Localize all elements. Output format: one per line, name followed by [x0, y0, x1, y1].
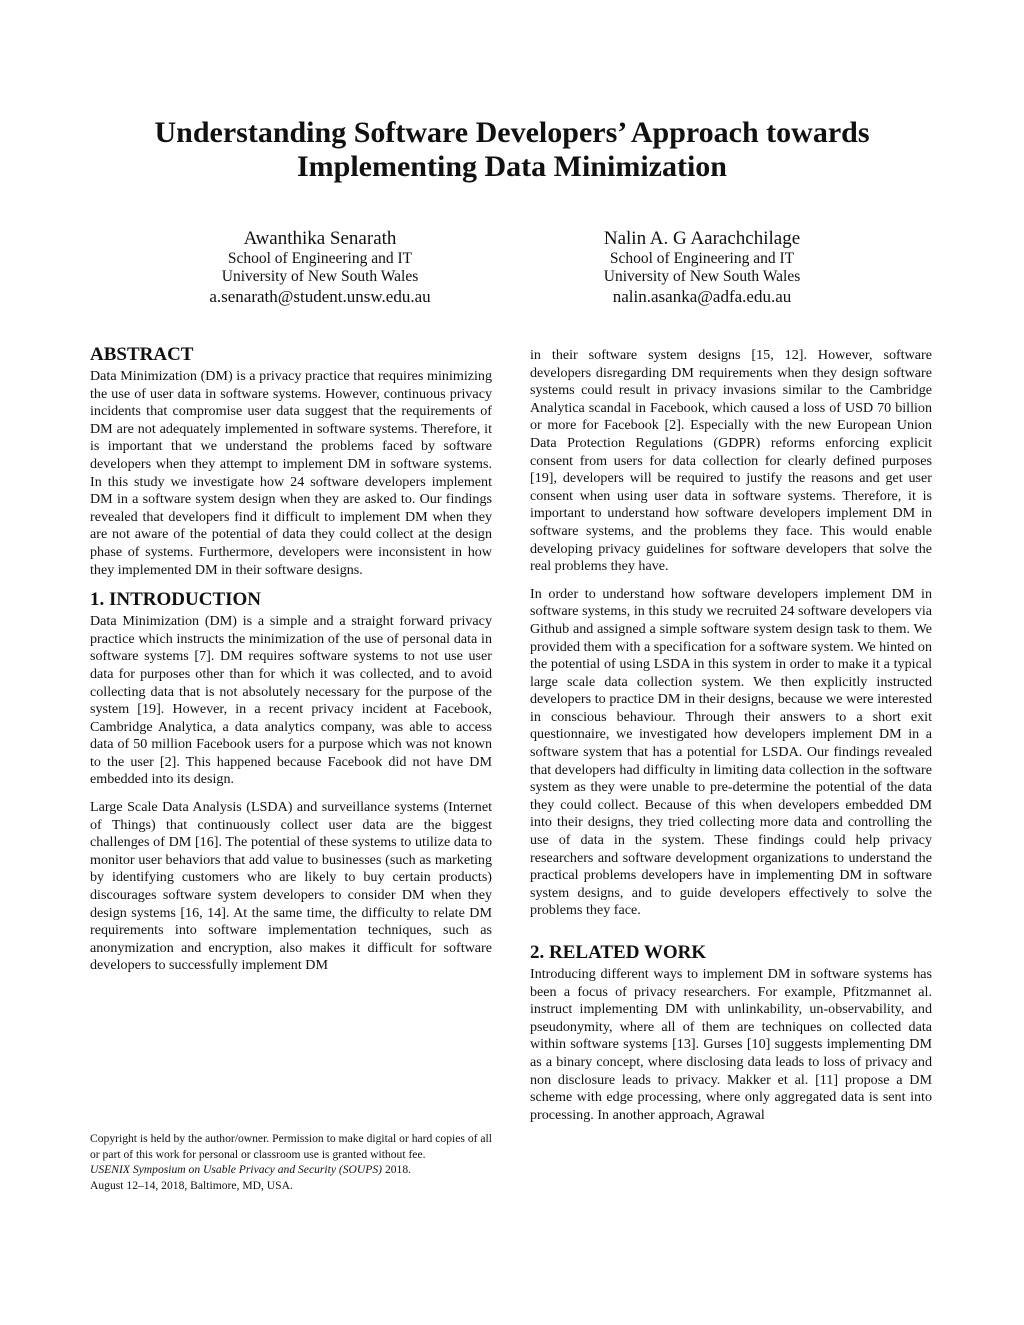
abstract-text: Data Minimization (DM) is a privacy practice that requires minimizing the use of user data in software systems. However, continuous privacy incidents that compromise user data suggest that the requirements of DM are not adequately implemented in software systems. Therefore, it is important that we understand the problems faced by software developers when they attempt to implement DM in software systems. In this study we investigate how 24 software developers implement DM in a software system design when they are asked to. Our findings revealed that developers find it difficult to implement DM when they are not aware of the potential of data they could collect at the design phase of systems. Furthermore, developers were inconsistent in how they implemented DM in their software designs.	[90, 368, 492, 578]
introduction-paragraph-2: Large Scale Data Analysis (LSDA) and surveillance systems (Internet of Things) that continuously collect user data are the biggest challenges of DM [16]. The potential of these systems to utilize data to monitor user behaviors that add value to businesses (such as marketing by identifying customers who are likely to buy certain products) discourages software system developers to consider DM when they design systems [16, 14]. At the same time, the difficulty to relate DM requirements into software implementation techniques, such as anonymization and encryption, also makes it difficult for software developers to successfully implement DM	[90, 799, 492, 974]
author-email: a.senarath@student.unsw.edu.au	[209, 287, 431, 306]
introduction-paragraph-4: In order to understand how software developers implement DM in software systems, in this study we recruited 24 software developers via Github and assigned a simple software system design task to them. We provided them with a specification for a software system. We hinted on the potential of using LSDA in this system in order to make it a typical large scale data collection system. We then explicitly instructed developers to practice DM in their designs, because we were interested in conscious behaviour. Through their answers to a short exit questionnaire, we investigated how developers implement DM in a software system that has a potential for LSDA. Our findings revealed that developers had difficulty in limiting data collection in the software system as they were unable to pre-determine the potential of the data they could collect. Because of this when developers embedded DM into their designs, they tried collecting more data and controlling the use of data in the system. These findings could help privacy researchers and software development organizations to understand the practical problems developers have in implementing DM in software system designs, and to guide developers effectively to solve the problems they face.	[530, 585, 932, 919]
paper-title	[60, 116, 964, 184]
venue-name: USENIX Symposium on Usable Privacy and Security (SOUPS)	[90, 1163, 383, 1176]
left-column	[90, 344, 492, 985]
copyright-notice: Copyright is held by the author/owner. Permission to make digital or hard copies of all or part of this work for personal or classroom use is granted without fee.	[90, 1132, 492, 1161]
copyright-footer	[90, 1131, 492, 1193]
author-name: Awanthika Senarath	[243, 228, 397, 249]
author-block-1	[160, 228, 480, 308]
introduction-paragraph-3: in their software system designs [15, 12]. However, software developers disregarding DM requirements when they design software systems could result in privacy invasions similar to the Cambridge Analytica scandal in Facebook, which caused a loss of USD 70 billion or more for Facebook [2]. Especially with the new European Union Data Protection Regulations (GDPR) reforms enforcing explicit consent from users for data collection for clearly defined purposes [19], developers will be required to justify the reasons and get user consent when using user data in software systems. Therefore, it is important to understand how software developers implement DM in software systems, and the problems they face. This would enable developing privacy guidelines for software developers that solve the real problems they have.	[530, 347, 932, 575]
author-block-2	[542, 228, 862, 308]
venue-dates: August 12–14, 2018, Baltimore, MD, USA.	[90, 1178, 293, 1192]
author-affiliation: University of New South Wales	[603, 268, 801, 285]
right-column	[530, 347, 932, 1134]
author-affiliation: School of Engineering and IT	[227, 250, 413, 267]
title-line-2: Implementing Data Minimization	[297, 150, 727, 183]
author-affiliation: University of New South Wales	[221, 268, 419, 285]
author-name: Nalin A. G Aarachchilage	[603, 228, 801, 249]
abstract-heading: ABSTRACT	[90, 344, 194, 365]
title-line-1: Understanding Software Developers’ Approach towards	[154, 116, 870, 149]
author-affiliation: School of Engineering and IT	[609, 250, 795, 267]
related-work-paragraph-1: Introducing different ways to implement DM in software systems has been a focus of privacy researchers. For example, Pfitzmannet al. instruct implementing DM with unlinkability, un-observability, and pseudonymity, where all of them are techniques on collected data within software systems [13]. Gurses [10] suggests implementing DM as a binary concept, where disclosing data leads to loss of privacy and non disclosure leads to privacy. Makker et al. [11] propose a DM scheme with edge processing, where only aggregated data is sent into processing. In another approach, Agrawal	[530, 966, 932, 1123]
venue-year: 2018.	[382, 1163, 412, 1176]
author-email: nalin.asanka@adfa.edu.au	[612, 287, 792, 306]
venue-line	[90, 1162, 492, 1178]
related-work-heading: 2. RELATED WORK	[530, 942, 707, 963]
introduction-heading: 1. INTRODUCTION	[90, 589, 262, 611]
introduction-paragraph-1: Data Minimization (DM) is a simple and a straight forward privacy practice which instructs the minimization of the use of personal data in software systems [7]. DM requires software systems to not use user data for purposes other than for which it was collected, and to avoid collecting data that is not absolutely necessary for the purpose of the system [19]. However, in a recent privacy incident at Facebook, Cambridge Analytica, a data analytics company, was able to access data of 50 million Facebook users for a purpose which was not known to the user [2]. This happened because Facebook did not have DM embedded into its design.	[90, 613, 492, 788]
